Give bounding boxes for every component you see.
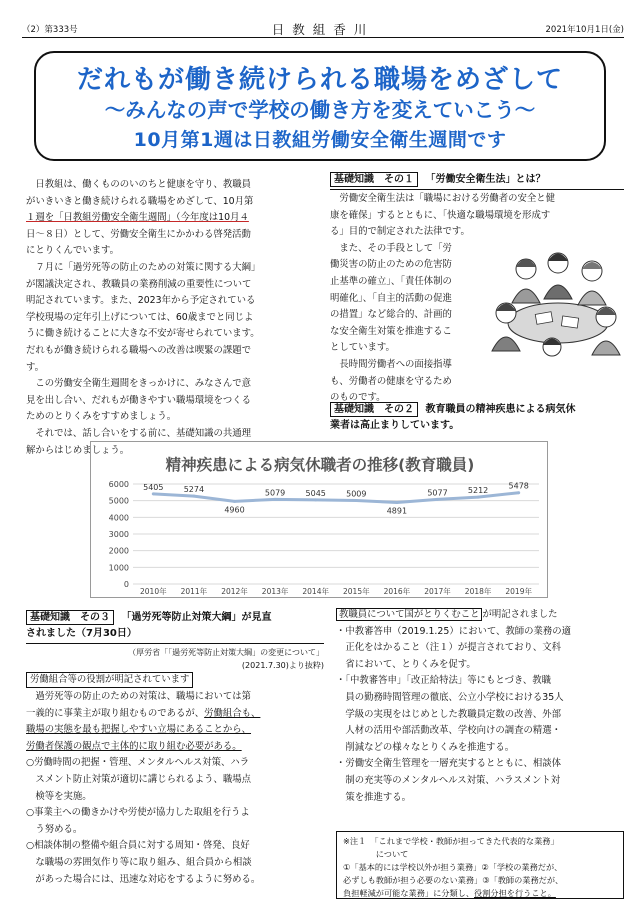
intro-line: 解からはじめましょう。 xyxy=(26,444,130,456)
intro-line: 日教組は、働くもののいのちと健康を守り、教職員 xyxy=(35,179,252,190)
kiso2-title-line2: 業者は高止まりしています。 xyxy=(330,420,460,431)
note-line: について xyxy=(343,849,409,859)
intro-line: １週を「日教組労働安全衛生週間」（今年度は10月４ xyxy=(26,212,249,224)
data-label: 5212 xyxy=(467,486,489,496)
kuni-item: 人材の活用や部活動改革、学校向けの調査の精選・ xyxy=(345,725,562,737)
kiso1-line: また、その手段として「労 xyxy=(339,242,452,254)
kiso3-item: ○相談体制の整備や組合員に対する周知・啓発、良好 xyxy=(26,840,250,852)
kiso1-line: のものです。 xyxy=(330,392,386,404)
data-point xyxy=(436,498,439,501)
sub-title: ～みんなの声で学校の働き方を変えていこう～ xyxy=(104,98,536,122)
data-label: 5079 xyxy=(264,488,286,498)
x-tick-label: 2011年 xyxy=(180,587,208,596)
kiso1-rule xyxy=(330,189,624,190)
issue-date: 2021年10月1日(金) xyxy=(545,25,624,35)
kiso3-line: 労働者保護の観点で主体的に取り組む必要がある。 xyxy=(26,740,242,752)
intro-line: が閣議決定され、教職員の業務削減の重要性について xyxy=(26,278,252,290)
kiso1-line: 明確化」、「自主的活動の促進 xyxy=(330,292,452,304)
kiso3-rule xyxy=(26,643,324,644)
intro-line: にとりくんでいます。 xyxy=(26,245,119,257)
data-label: 5045 xyxy=(305,488,326,498)
data-label: 5274 xyxy=(183,485,205,495)
kiso3-line: 過労死等の防止のための対策は、職場においては第 xyxy=(35,691,252,702)
kiso3-label: 基礎知識 その３ xyxy=(26,610,114,625)
data-label: 5009 xyxy=(346,489,367,499)
kiso2-label: 基礎知識 その２ xyxy=(330,402,418,417)
data-point xyxy=(233,500,236,503)
kiso1-line: な安全衛生対策を推進するこ xyxy=(330,325,452,337)
kiso3-item: な職場の雰囲気作り等に取り組み、組合員から相談 xyxy=(35,856,252,868)
meeting-illustration-icon xyxy=(486,243,624,365)
note-line: 負担軽減が可能な業務」に分類し、役割分担を行うこと。 xyxy=(343,888,556,898)
kuni-item: ・中教審答申（2019.1.25）において、教師の業務の適 xyxy=(336,625,572,637)
kiso3-item: があった場合には、迅速な対応をするように努める。 xyxy=(35,873,261,885)
y-tick-label: 0 xyxy=(123,580,129,589)
kiso3-item: スメント防止対策が適切に講じられるよう、職場点 xyxy=(35,773,252,785)
intro-text xyxy=(26,177,324,459)
kiso1-line: 労働安全衛生法は「職場における労働者の安全と健 xyxy=(339,193,556,204)
kiso3-heading xyxy=(26,610,324,626)
kuni-item: 策を推進する。 xyxy=(345,791,412,803)
y-tick-label: 2000 xyxy=(108,546,129,556)
kiso2-heading xyxy=(330,402,624,418)
kiso1-line: も、労働者の健康を守るため xyxy=(330,375,452,387)
main-title: だれもが働き続けられる職場をめざして xyxy=(76,65,563,95)
kiso3-item: ○事業主への働きかけや労使が協力した取組を行うよ xyxy=(26,807,250,819)
intro-line: うに働き続けることに大きな不安が寄せられています。 xyxy=(26,328,260,340)
kuni-item: 削減などの様々なとりくみを推進する。 xyxy=(345,741,515,753)
data-label: 4891 xyxy=(386,506,408,516)
kuni-section xyxy=(336,607,624,806)
kuni-item: 省において、とりくみを促す。 xyxy=(345,658,476,670)
kiso1-title: 「労働安全衛生法」とは？ xyxy=(425,174,546,185)
kiso1-line: 長時間労働者への面接指導 xyxy=(339,358,452,370)
data-point xyxy=(152,492,155,495)
note-line: 必ずしも教師が担う必要のない業務」③「教師の業務だが、 xyxy=(343,875,564,885)
intro-line: 学校現場の定年引上げについては、60歳までと同じよ xyxy=(26,311,254,323)
kiso1-line: 止基準の確立」、「責任体制の xyxy=(330,275,452,287)
kiso3-source xyxy=(110,646,324,672)
kiso1-line: る」目的で制定された法律です。 xyxy=(330,226,470,238)
kiso3-title-line1: 「過労死等防止対策大綱」が見直 xyxy=(121,612,272,623)
note-line: ※注１ 「これまで学校・教師が担ってきた代表的な業務」 xyxy=(343,836,559,846)
y-tick-label: 1000 xyxy=(108,563,129,573)
kuni-item: 正化をはかること（注１）が提言されており、文科 xyxy=(345,642,562,654)
kiso3-item: ○労働時間の把握・管理、メンタルヘルス対策、ハラ xyxy=(26,757,250,769)
data-point xyxy=(517,491,520,494)
kuni-item: 制の充実等のメンタルヘルス対策、ハラスメント対 xyxy=(345,774,561,786)
page-header xyxy=(22,22,624,36)
x-tick-label: 2016年 xyxy=(383,587,411,596)
intro-line: だれもが働き続けられる職場への改善は喫緊の課題で xyxy=(26,344,252,356)
x-tick-label: 2015年 xyxy=(343,587,370,596)
data-point xyxy=(192,495,195,498)
title-box xyxy=(34,51,606,161)
x-tick-label: 2017年 xyxy=(424,587,451,596)
chart-title: 精神疾患による病気休職者の推移(教育職員) xyxy=(165,456,475,474)
kiso1-line: の措置」など総合的、計画的 xyxy=(330,309,452,321)
kuni-item: 学級の実現をはじめとした教職員定数の改善、外部 xyxy=(345,708,562,720)
sick-leave-chart xyxy=(90,441,548,598)
kiso1-line: 康を確保」するとともに、「快適な職場環境を形成す xyxy=(330,209,551,221)
kiso3-source-line1: （厚労省「「過労死等防止対策大綱」の変更について」 xyxy=(128,648,324,657)
data-label: 4960 xyxy=(224,505,245,515)
kuni-heading: 教職員について国がとりくむこと が明記されました xyxy=(336,607,624,624)
data-point xyxy=(355,499,358,502)
kuni-item: 員の勤務時間管理の徹底、公立小学校における35人 xyxy=(345,691,564,703)
kiso3-subheading: 労働組合等の役割が明記されています xyxy=(26,672,193,688)
data-point xyxy=(395,501,398,504)
x-tick-label: 2013年 xyxy=(261,587,289,596)
intro-line: 日～８日）として、労働安全衛生にかかわる啓発活動 xyxy=(26,228,251,240)
y-tick-label: 5000 xyxy=(108,496,129,506)
data-label: 5077 xyxy=(427,488,448,498)
x-tick-label: 2012年 xyxy=(221,587,248,596)
note-box xyxy=(336,831,624,899)
kiso3-title-line2: されました（7月30日） xyxy=(26,628,137,639)
intro-line: 明記されています。また、2023年から予定されている xyxy=(26,295,256,307)
y-tick-label: 4000 xyxy=(108,513,129,523)
kuni-item: ・労働安全衛生管理を一層充実するとともに、相談体 xyxy=(336,758,562,770)
kiso1-line: としています。 xyxy=(330,342,395,354)
intro-line: ためのとりくみをすすめましょう。 xyxy=(26,411,177,423)
intro-line: がいきいきと働き続けられる職場をめざして、10月第 xyxy=(26,195,254,207)
x-tick-label: 2014年 xyxy=(302,587,329,596)
data-label: 5405 xyxy=(143,482,164,492)
issue-number: （2）第333号 xyxy=(22,25,78,35)
paper-name: 日教組香川 xyxy=(271,22,375,37)
y-tick-label: 3000 xyxy=(108,530,129,539)
kiso3-text xyxy=(26,672,324,888)
kiso1-heading xyxy=(330,172,624,188)
header-rule xyxy=(22,37,624,38)
kiso1-line: 働災害の防止のための危害防 xyxy=(330,259,452,271)
data-label: 5478 xyxy=(508,481,529,491)
data-point xyxy=(274,498,277,501)
kiso3-line: 職場の実態を最も把握しやすい立場にあることから、 xyxy=(26,724,252,736)
data-point xyxy=(477,496,480,499)
x-tick-label: 2019年 xyxy=(505,587,532,596)
chart-svg xyxy=(91,442,549,599)
week-title: 10月第1週は日教組労働安全衛生週間です xyxy=(133,129,507,151)
intro-line: この労働安全衛生週間をきっかけに、みなさんで意 xyxy=(35,378,252,390)
data-point xyxy=(314,498,317,501)
x-tick-label: 2018年 xyxy=(464,587,492,596)
kuni-item: ・「中教審答申」「改正給特法」等にもとづき、教職 xyxy=(336,675,552,687)
intro-line: 見を出し合い、だれもが働きやすい職場環境をつくる xyxy=(26,394,252,406)
kiso3-item: う努める。 xyxy=(35,823,83,835)
y-tick-label: 6000 xyxy=(108,480,129,489)
x-tick-label: 2010年 xyxy=(140,587,167,596)
intro-line: それでは、話し合いをする前に、基礎知識の共通理 xyxy=(35,427,252,439)
intro-line: ７月に「過労死等の防止のための対策に関する大綱」 xyxy=(35,261,261,273)
intro-line: す。 xyxy=(26,361,44,373)
kiso1-label: 基礎知識 その１ xyxy=(330,172,418,187)
note-line: ①「基本的には学校以外が担う業務」②「学校の業務だが、 xyxy=(343,862,563,872)
kiso2-title-line1: 教育職員の精神疾患による病気休 xyxy=(425,404,576,415)
kiso3-line: 一義的に事業主が取り組むものであるが、労働組合も、 xyxy=(26,707,261,719)
kiso3-source-line2: (2021.7.30)より抜粋) xyxy=(241,661,324,670)
kiso3-item: 検等を実施。 xyxy=(35,790,92,802)
